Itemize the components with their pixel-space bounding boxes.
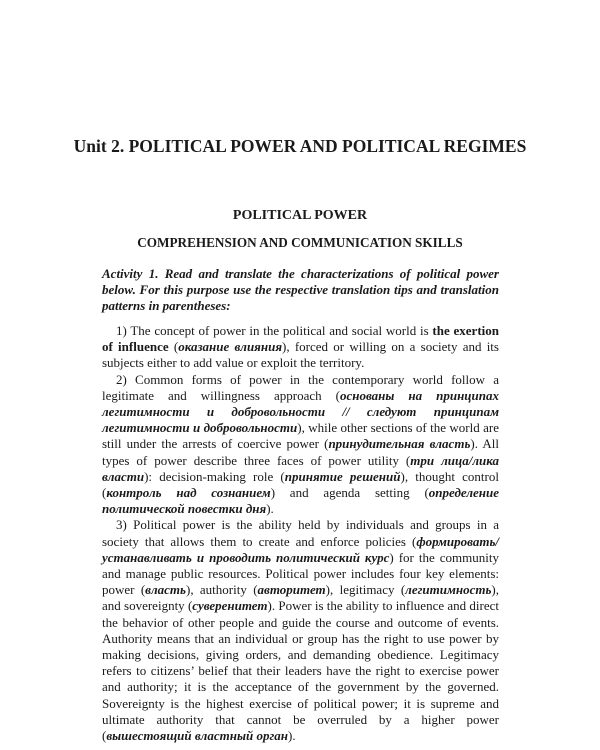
paragraph-text: ), legitimacy ( <box>325 582 406 598</box>
section-title: POLITICAL POWER <box>232 208 368 223</box>
paragraph-text: ), and sovereignty ( <box>102 582 500 614</box>
paragraph-text: ) and agenda setting ( <box>270 485 429 501</box>
paragraph-text: ). Power is the ability to influence and direct the behavior of other people and guide the course and outcome of events. Authority means that an individual or group has the right to use power by making decisions, giving orders, and demanding obedience. Legitimacy refers to citizens’ belief that their leaders have the right to exercise power and authority; it is the acceptance of the government by the governed. Sovereignty is the highest exercise of political power; it is supreme and ultimate authority that cannot be overruled by a higher power ( <box>102 598 499 744</box>
bold-term: the exertion of influence <box>102 323 499 355</box>
translation-tip: определение политической повестки дня <box>102 485 500 517</box>
translation-tip: три лица/лика власти <box>102 452 499 484</box>
translation-tip: авторитет <box>257 582 326 598</box>
translation-tip: легитимность <box>405 582 492 598</box>
paragraph-text: ) for the community and manage public resources. Political power includes four key elements: power ( <box>102 549 499 598</box>
translation-tip: власть <box>145 582 186 598</box>
paragraph-text: ). <box>266 501 274 517</box>
translation-tip: основаны на принципах легитимности и добровольности // следуют принципам легитимности и добровольности <box>102 387 500 436</box>
section-subtitle: COMPREHENSION AND COMMUNICATION SKILLS <box>137 235 463 250</box>
paragraph <box>102 323 499 372</box>
activity-instruction: Activity 1. Read and translate the characterizations of political power below. For this purpose use the respective translation tips and translation patterns in parentheses: <box>102 266 499 314</box>
paragraph-text: 3) Political power is the ability held by individuals and groups in a society that allows them to create and enforce policies ( <box>102 517 499 549</box>
translation-tip: вышестоящий властный орган <box>106 728 288 744</box>
paragraph-text: ( <box>168 339 179 355</box>
paragraph-text: ), authority ( <box>185 582 258 598</box>
paragraph-text: ), forced or willing on a society and its subjects either to add value or exploit the territory. <box>102 339 499 371</box>
translation-tip: оказание влияния <box>178 339 283 355</box>
paragraph-text: ). All types of power describe three faces of power utility ( <box>102 436 499 468</box>
translation-tip: формировать/ устанавливать и проводить политический курс <box>102 533 499 565</box>
paragraph-text: 2) Common forms of power in the contemporary world follow a legitimate and willingness approach ( <box>102 371 499 403</box>
paragraph-text: ), thought control ( <box>102 468 499 501</box>
translation-tip: принятие решений <box>284 468 401 484</box>
paragraph-text: ), while other sections of the world are still under the arrests of coercive power ( <box>102 420 499 452</box>
paragraph <box>102 372 499 518</box>
paragraph-text: ). <box>287 728 296 744</box>
translation-tip: принудительная власть <box>328 436 471 452</box>
paragraph-text: 1) The concept of power in the political and social world is <box>116 323 433 338</box>
unit-title: Unit 2. POLITICAL POWER AND POLITICAL REGIMES <box>73 136 527 156</box>
paragraph <box>102 517 499 744</box>
translation-tip: суверенитет <box>192 598 268 614</box>
translation-tip: контроль над сознанием <box>106 485 271 501</box>
body-text <box>102 323 499 744</box>
paragraph-text: ): decision-making role ( <box>144 468 285 484</box>
